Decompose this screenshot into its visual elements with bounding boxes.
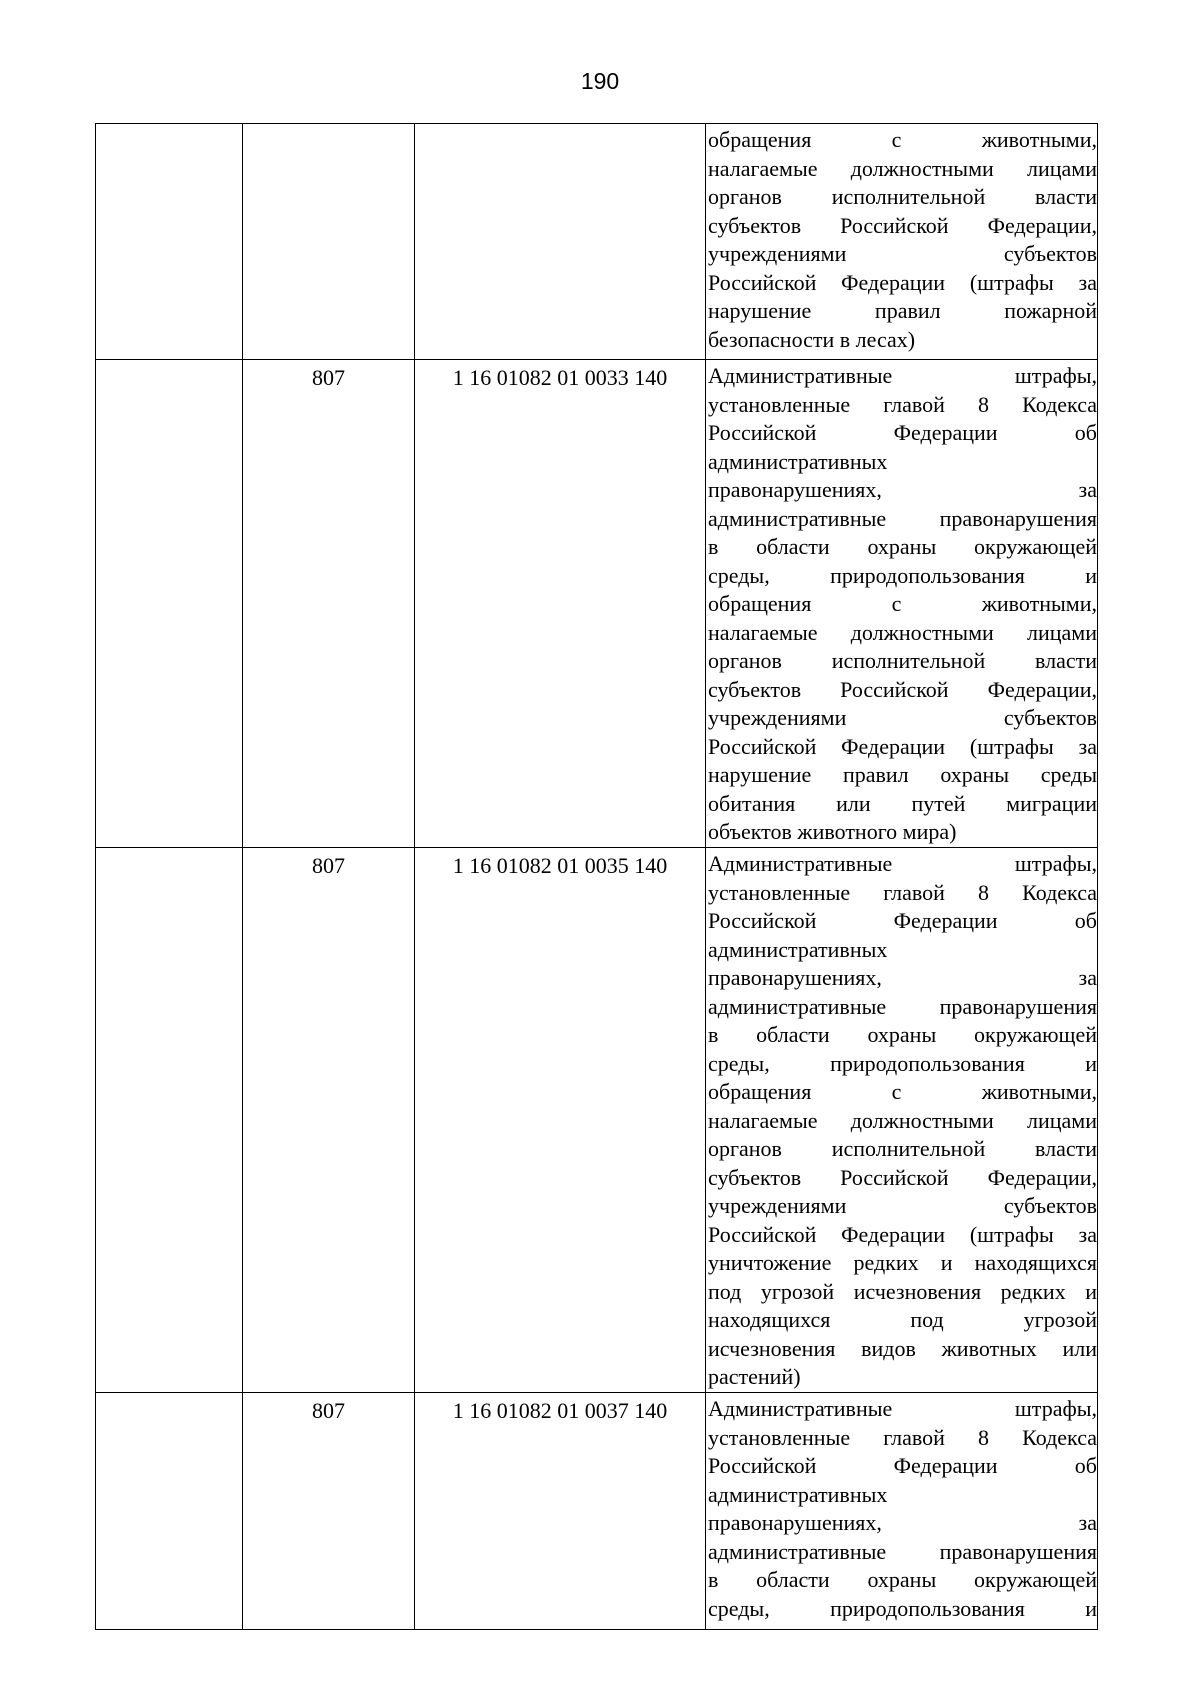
kbk-code-cell: 1 16 01082 01 0033 140: [415, 360, 706, 848]
table-row: [96, 124, 1098, 360]
description-cell: [706, 1393, 1098, 1630]
description-line: исчезновения видов животных или: [708, 1335, 1097, 1361]
table-body: [96, 124, 1098, 1630]
description-line: установленные главой 8 Кодекса: [708, 879, 1097, 905]
description-line: налагаемые должностными лицами: [708, 619, 1097, 645]
admin-code-cell: 807: [243, 848, 415, 1393]
empty-cell: [96, 124, 243, 360]
description-line: обращения с животными,: [708, 127, 1097, 152]
description-line: учреждениями субъектов: [708, 241, 1097, 266]
description-line: органов исполнительной власти: [708, 1136, 1097, 1161]
empty-cell: [96, 848, 243, 1393]
description-line: Российской Федерации (штрафы за: [708, 1221, 1097, 1247]
description-line: субъектов Российской Федерации,: [708, 1164, 1097, 1190]
description-line: обитания или путей миграции: [708, 790, 1097, 816]
description-cell: [706, 848, 1098, 1393]
description-line: субъектов Российской Федерации,: [708, 212, 1097, 238]
description-line: находящихся под угрозой: [708, 1307, 1097, 1332]
description-line: правонарушениях, за: [708, 965, 1097, 990]
description-line: налагаемые должностными лицами: [708, 1107, 1097, 1133]
description-line: органов исполнительной власти: [708, 184, 1097, 209]
kbk-code-cell: 1 16 01082 01 0037 140: [415, 1393, 706, 1630]
description-line: Административные штрафы,: [708, 1396, 1097, 1421]
description-line: административные правонарушения: [708, 505, 1097, 531]
description-line: Российской Федерации (штрафы за: [708, 269, 1097, 295]
description-cell: [706, 360, 1098, 848]
admin-code-cell: 807: [243, 360, 415, 848]
description-line: нарушение правил охраны среды: [708, 762, 1097, 787]
description-line: среды, природопользования и: [708, 562, 1097, 588]
description-cell: [706, 124, 1098, 360]
kbk-code-cell: [415, 124, 706, 360]
description-line: правонарушениях, за: [708, 477, 1097, 502]
description-line: под угрозой исчезновения редких и: [708, 1278, 1097, 1304]
description-line: административных: [708, 1481, 888, 1507]
description-line: в области охраны окружающей: [708, 534, 1097, 559]
description-line: уничтожение редких и находящихся: [708, 1250, 1097, 1275]
description-line: органов исполнительной власти: [708, 648, 1097, 673]
description-line: налагаемые должностными лицами: [708, 155, 1097, 181]
description-line: административные правонарушения: [708, 993, 1097, 1019]
description-line: в области охраны окружающей: [708, 1567, 1097, 1592]
description-line: в области охраны окружающей: [708, 1022, 1097, 1047]
description-line: объектов животного мира): [708, 819, 957, 844]
description-line: растений): [708, 1364, 801, 1389]
table-row: [96, 360, 1098, 848]
description-line: Административные штрафы,: [708, 851, 1097, 876]
admin-code-cell: [243, 124, 415, 360]
kbk-code-cell: 1 16 01082 01 0035 140: [415, 848, 706, 1393]
description-line: нарушение правил пожарной: [708, 298, 1097, 323]
description-line: установленные главой 8 Кодекса: [708, 391, 1097, 417]
description-line: установленные главой 8 Кодекса: [708, 1424, 1097, 1450]
description-line: Административные штрафы,: [708, 363, 1097, 388]
description-line: обращения с животными,: [708, 1079, 1097, 1104]
description-line: безопасности в лесах): [708, 326, 916, 352]
description-line: среды, природопользования и: [708, 1595, 1097, 1621]
description-line: учреждениями субъектов: [708, 1193, 1097, 1218]
description-line: Российской Федерации об: [708, 908, 1097, 933]
description-line: среды, природопользования и: [708, 1050, 1097, 1076]
table-row: [96, 848, 1098, 1393]
description-line: обращения с животными,: [708, 591, 1097, 616]
empty-cell: [96, 360, 243, 848]
description-line: учреждениями субъектов: [708, 705, 1097, 730]
description-line: административные правонарушения: [708, 1538, 1097, 1564]
budget-codes-table: [95, 123, 1098, 1630]
description-line: правонарушениях, за: [708, 1510, 1097, 1535]
description-line: Российской Федерации (штрафы за: [708, 733, 1097, 759]
description-line: административных: [708, 936, 888, 962]
table-row: [96, 1393, 1098, 1630]
description-line: административных: [708, 448, 888, 474]
description-line: Российской Федерации об: [708, 1453, 1097, 1478]
description-line: Российской Федерации об: [708, 420, 1097, 445]
page-number: 190: [580, 68, 620, 94]
description-line: субъектов Российской Федерации,: [708, 676, 1097, 702]
admin-code-cell: 807: [243, 1393, 415, 1630]
empty-cell: [96, 1393, 243, 1630]
